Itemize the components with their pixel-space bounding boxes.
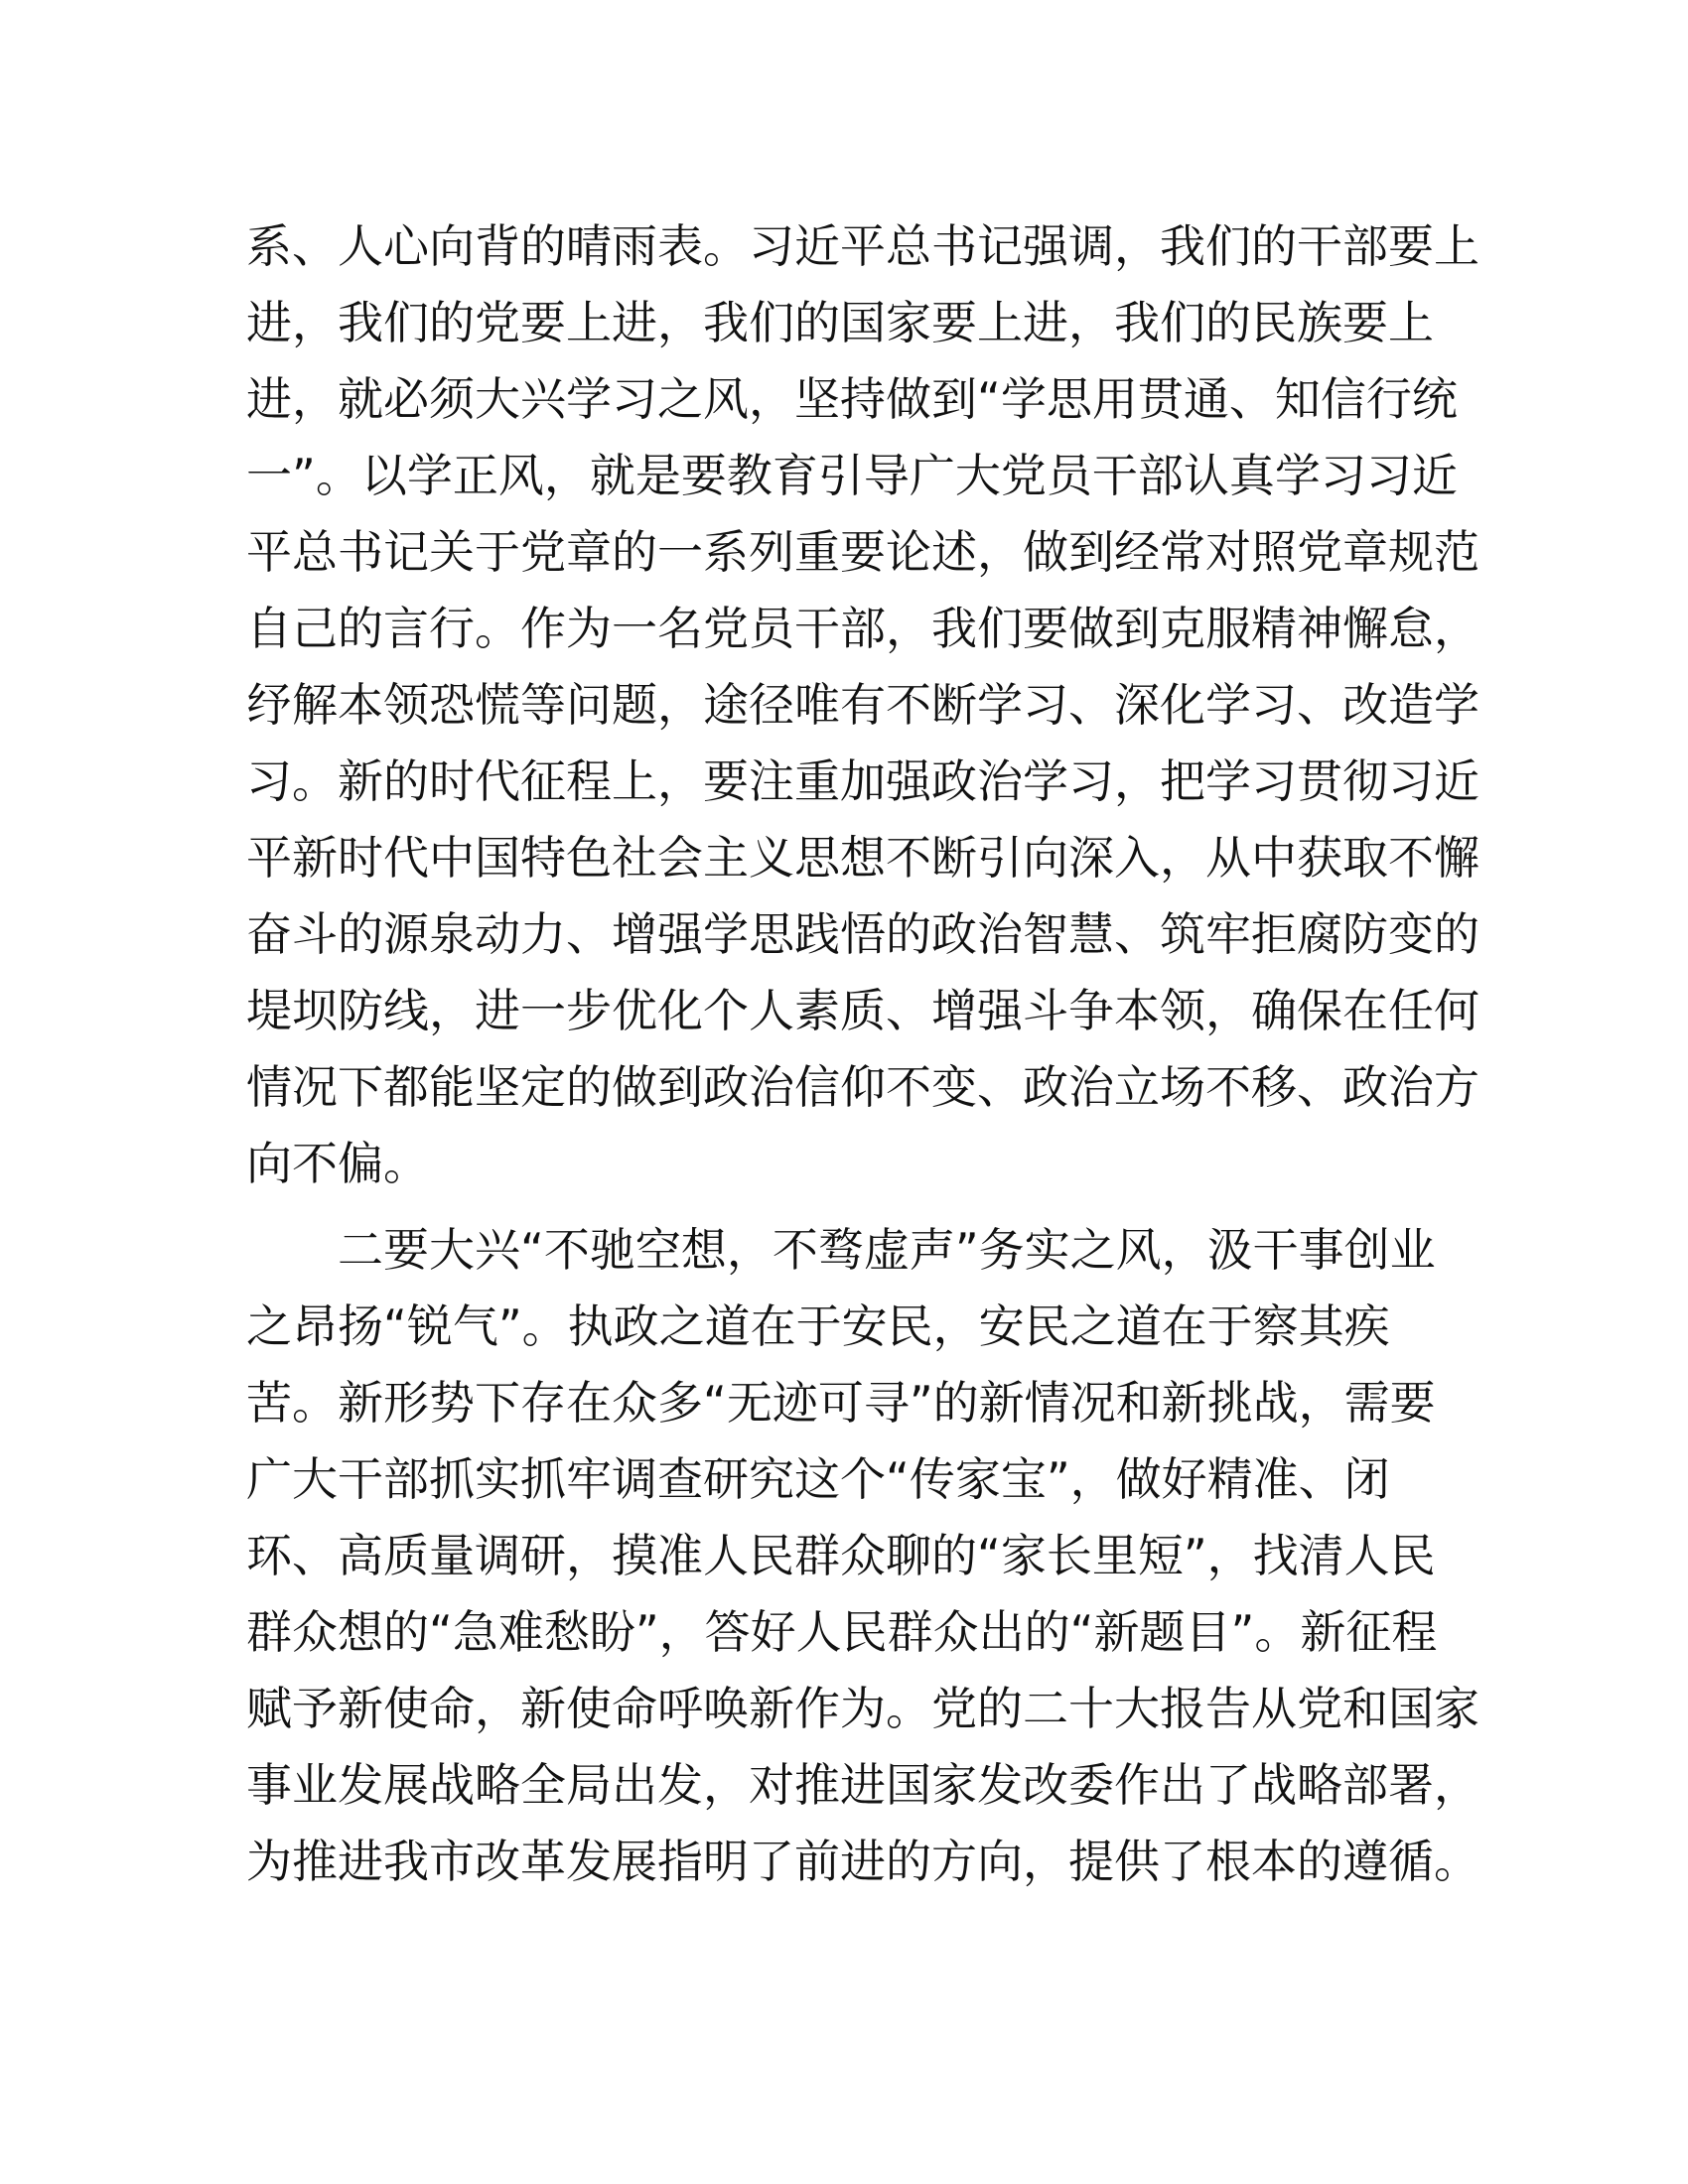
- text-line: 堤坝防线，进一步优化个人素质、增强斗争本领，确保在任何: [246, 984, 1479, 1037]
- paragraph-1: [246, 208, 1479, 1202]
- text-line: 群众想的“急难愁盼”，答好人民群众出的“新题目”。新征程: [246, 1605, 1438, 1659]
- text-line: 之昂扬“锐气”。执政之道在于安民，安民之道在于察其疾: [246, 1299, 1390, 1353]
- text-line: 进，我们的党要上进，我们的国家要上进，我们的民族要上: [246, 296, 1434, 349]
- text-line: 平总书记关于党章的一系列重要论述，做到经常对照党章规范: [246, 525, 1479, 579]
- text-line: 向不偏。: [246, 1137, 429, 1190]
- text-line: 习。新的时代征程上，要注重加强政治学习，把学习贯彻习近: [246, 754, 1479, 808]
- text-line: 进，就必须大兴学习之风，坚持做到“学思用贯通、知信行统: [246, 372, 1458, 426]
- text-line: 事业发展战略全局出发，对推进国家发改委作出了战略部署，: [246, 1758, 1479, 1812]
- paragraph-2: [246, 1212, 1479, 1900]
- text-line: 二要大兴“不驰空想，不骛虚声”务实之风，汲干事创业: [338, 1223, 1436, 1277]
- paragraph-spacer: [246, 1202, 1438, 1212]
- text-line: 平新时代中国特色社会主义思想不断引向深入，从中获取不懈: [246, 831, 1479, 885]
- text-line: 为推进我市改革发展指明了前进的方向，提供了根本的遵循。: [246, 1835, 1479, 1888]
- text-line: 自己的言行。作为一名党员干部，我们要做到克服精神懈怠，: [246, 602, 1479, 655]
- text-line: 广大干部抓实抓牢调查研究这个“传家宝”，做好精准、闭: [246, 1452, 1390, 1506]
- text-line: 纾解本领恐慌等问题，途径唯有不断学习、深化学习、改造学: [246, 678, 1479, 732]
- text-line: 苦。新形势下存在众多“无迹可寻”的新情况和新挑战，需要: [246, 1376, 1436, 1430]
- text-line: 环、高质量调研，摸准人民群众聊的“家长里短”，找清人民: [246, 1529, 1436, 1582]
- text-line: 情况下都能坚定的做到政治信仰不变、政治立场不移、政治方: [246, 1060, 1479, 1114]
- text-line: 赋予新使命，新使命呼唤新作为。党的二十大报告从党和国家: [246, 1682, 1479, 1735]
- text-line: 一”。以学正风，就是要教育引导广大党员干部认真学习习近: [246, 449, 1458, 502]
- text-line: 奋斗的源泉动力、增强学思践悟的政治智慧、筑牢拒腐防变的: [246, 907, 1479, 961]
- document-body: [246, 208, 1479, 1900]
- text-line: 系、人心向背的晴雨表。习近平总书记强调，我们的干部要上: [246, 219, 1479, 273]
